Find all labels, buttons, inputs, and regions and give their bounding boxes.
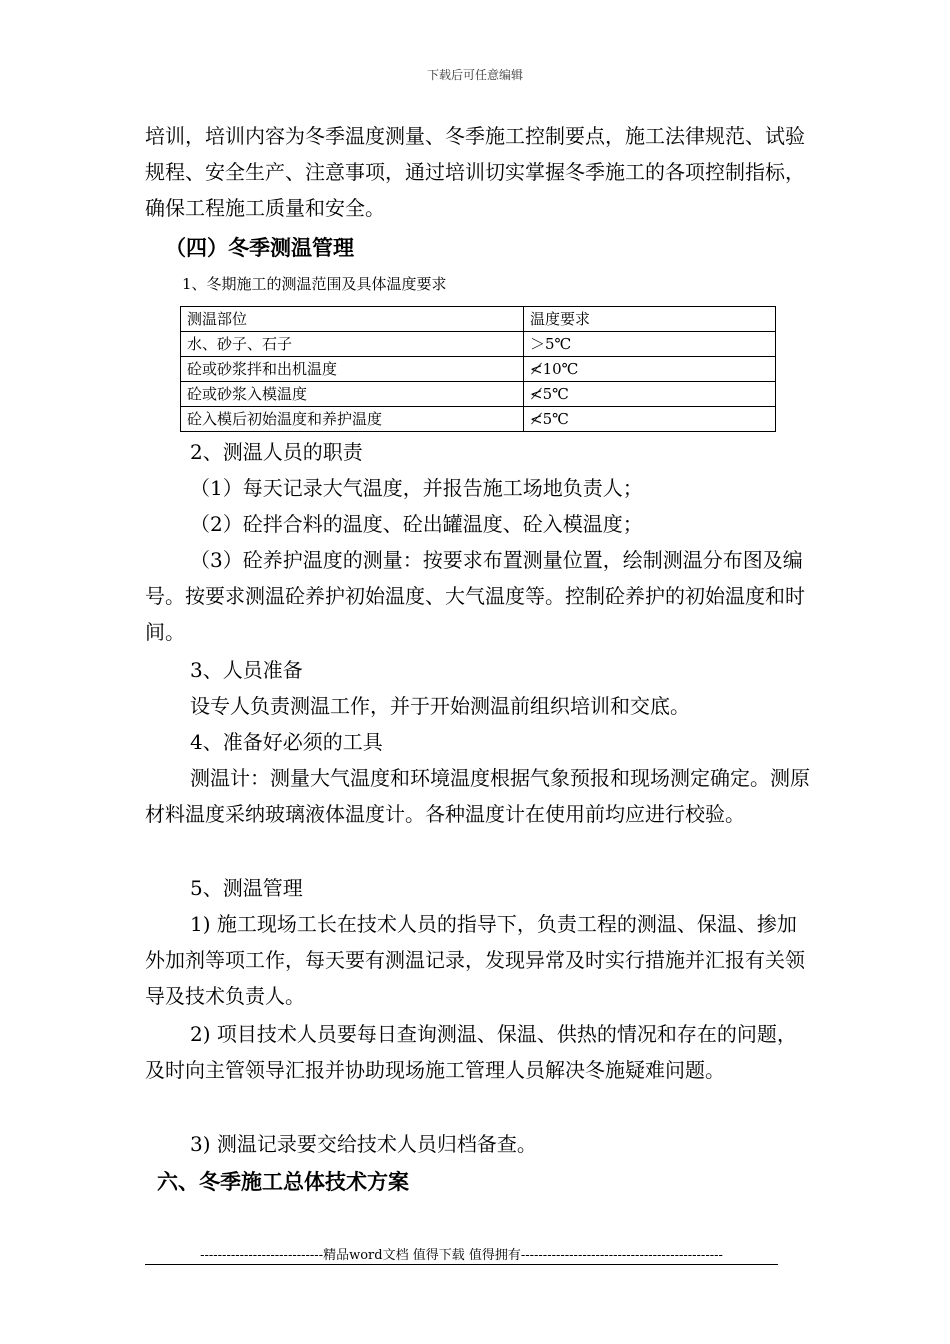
section-4-title: （四）冬季测温管理 xyxy=(165,235,354,260)
table-cell-location: 砼或砂浆拌和出机温度 xyxy=(181,357,524,382)
table-cell-requirement: ＞5℃ xyxy=(524,332,776,357)
tools-paragraph xyxy=(145,760,815,832)
table-header-cell: 温度要求 xyxy=(524,307,776,332)
management-item-1-text: 1) 施工现场工长在技术人员的指导下，负责工程的测温、保温、掺加外加剂等项工作，每天要有测温记录，发现异常及时实行措施并汇报有关领导及技术负责人。 xyxy=(145,912,805,1008)
preparation-text: 设专人负责测温工作，并于开始测温前组织培训和交底。 xyxy=(190,694,690,718)
duty-item-3 xyxy=(145,542,815,650)
management-item-2 xyxy=(145,1016,815,1088)
header-note: 下载后可任意编辑 xyxy=(426,68,523,82)
subsection-4-title: 4、准备好必须的工具 xyxy=(190,730,383,754)
table-header-cell: 测温部位 xyxy=(181,307,524,332)
table-row xyxy=(181,407,776,432)
table-cell-location: 砼入模后初始温度和养护温度 xyxy=(181,407,524,432)
duty-item-3-text: （3）砼养护温度的测量：按要求布置测量位置，绘制测温分布图及编号。按要求测温砼养护初始温度、大气温度等。控制砼养护的初始温度和时间。 xyxy=(145,548,805,644)
tools-text: 测温计：测量大气温度和环境温度根据气象预报和现场测定确定。测原材料温度采纳玻璃液体温度计。各种温度计在使用前均应进行校验。 xyxy=(145,766,810,826)
table-cell-location: 砼或砂浆入模温度 xyxy=(181,382,524,407)
section-6-title: 六、冬季施工总体技术方案 xyxy=(157,1169,409,1194)
duty-item-1: （1）每天记录大气温度，并报告施工场地负责人； xyxy=(190,476,643,500)
footer-divider xyxy=(145,1264,778,1265)
subsection-5-title: 5、测温管理 xyxy=(190,876,303,900)
management-item-1 xyxy=(145,906,815,1014)
table-row xyxy=(181,382,776,407)
temperature-table xyxy=(180,306,776,432)
management-item-2-text: 2) 项目技术人员要每日查询测温、保温、供热的情况和存在的问题，及时向主管领导汇报并协助现场施工管理人员解决冬施疑难问题。 xyxy=(145,1022,797,1082)
footer-note: ----------------------------精品word文档 值得下载 值得拥有---------------------------------------------- xyxy=(200,1248,723,1263)
paragraph-training: 培训，培训内容为冬季温度测量、冬季施工控制要点，施工法律规范、试验规程、安全生产、注意事项，通过培训切实掌握冬季施工的各项控制指标，确保工程施工质量和安全。 xyxy=(145,124,805,220)
table-cell-requirement: ≮5℃ xyxy=(524,382,776,407)
subsection-3-title: 3、人员准备 xyxy=(190,658,303,682)
table-row xyxy=(181,357,776,382)
table-header-row xyxy=(181,307,776,332)
subsection-1-title: 1、冬期施工的测温范围及具体温度要求 xyxy=(182,275,447,293)
table-row xyxy=(181,332,776,357)
table-cell-requirement: ≮10℃ xyxy=(524,357,776,382)
table-cell-location: 水、砂子、石子 xyxy=(181,332,524,357)
table-cell-requirement: ≮5℃ xyxy=(524,407,776,432)
duty-item-2: （2）砼拌合料的温度、砼出罐温度、砼入模温度； xyxy=(190,512,643,536)
subsection-2-title: 2、测温人员的职责 xyxy=(190,440,363,464)
management-item-3: 3) 测温记录要交给技术人员归档备查。 xyxy=(190,1132,537,1156)
